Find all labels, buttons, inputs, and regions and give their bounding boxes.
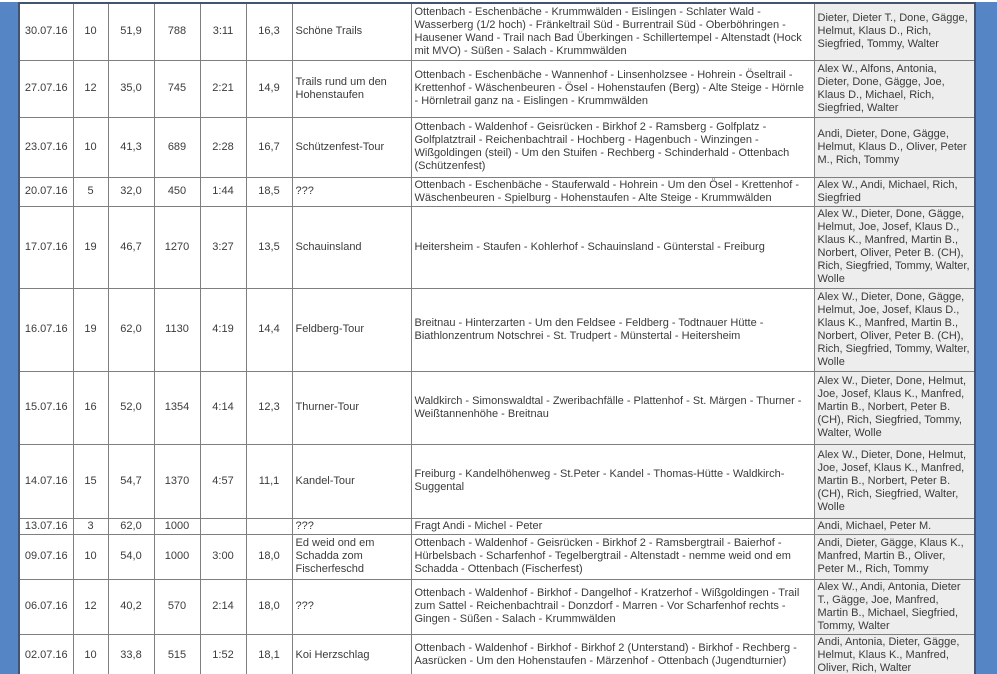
cell-date: 30.07.16 xyxy=(19,3,73,60)
cell-participants: Alex W., Dieter, Done, Helmut, Joe, Josef, Klaus K., Manfred, Martin B., Norbert, Peter B. (CH), Rich, Siegfried, Walter, Wolle xyxy=(814,444,975,518)
cell-duration: 3:27 xyxy=(200,206,246,288)
cell-avg-speed: 14,9 xyxy=(246,60,292,117)
table-row xyxy=(19,60,975,117)
cell-participants: Alex W., Alfons, Antonia, Dieter, Done, Gägge, Joe, Klaus D., Michael, Rich, Siegfried, Walter xyxy=(814,60,975,117)
cell-date: 06.07.16 xyxy=(19,579,73,634)
cell-avg-speed xyxy=(246,518,292,534)
cell-duration: 4:14 xyxy=(200,371,246,444)
cell-distance-km: 35,0 xyxy=(108,60,154,117)
cell-avg-speed: 18,5 xyxy=(246,177,292,206)
cell-riders: 10 xyxy=(73,3,108,60)
cell-tour-name: ??? xyxy=(292,177,411,206)
cell-route: Ottenbach - Waldenhof - Geisrücken - Birkhof 2 - Ramsberg - Golfplatz - Golfplatztrail - Reichenbachtrail - Hochberg - Hagenbuch - Winzingen - Wißgoldingen (steil) - Um den Stuifen - Rechberg - Schinderhald - Ottenbach (Schützenfest) xyxy=(411,117,814,177)
cell-participants: Alex W., Dieter, Done, Gägge, Helmut, Joe, Josef, Klaus D., Klaus K., Manfred, Martin B., Norbert, Oliver, Peter B. (CH), Rich, Siegfried, Tommy, Walter, Wolle xyxy=(814,288,975,371)
cell-elevation-hm: 1000 xyxy=(154,518,200,534)
cell-elevation-hm: 745 xyxy=(154,60,200,117)
cell-elevation-hm: 788 xyxy=(154,3,200,60)
cell-participants: Andi, Michael, Peter M. xyxy=(814,518,975,534)
cell-participants: Andi, Dieter, Done, Gägge, Helmut, Klaus D., Oliver, Peter M., Rich, Tommy xyxy=(814,117,975,177)
table-row xyxy=(19,518,975,534)
cell-date: 02.07.16 xyxy=(19,634,73,674)
tour-table-body xyxy=(19,3,975,674)
cell-date: 20.07.16 xyxy=(19,177,73,206)
cell-riders: 19 xyxy=(73,206,108,288)
cell-duration: 4:57 xyxy=(200,444,246,518)
cell-duration: 2:28 xyxy=(200,117,246,177)
cell-distance-km: 33,8 xyxy=(108,634,154,674)
table-row xyxy=(19,117,975,177)
cell-avg-speed: 18,1 xyxy=(246,634,292,674)
cell-route: Fragt Andi - Michel - Peter xyxy=(411,518,814,534)
cell-riders: 3 xyxy=(73,518,108,534)
cell-date: 09.07.16 xyxy=(19,534,73,579)
cell-riders: 12 xyxy=(73,579,108,634)
cell-duration: 2:21 xyxy=(200,60,246,117)
cell-avg-speed: 18,0 xyxy=(246,534,292,579)
cell-riders: 10 xyxy=(73,634,108,674)
cell-duration: 1:44 xyxy=(200,177,246,206)
table-row xyxy=(19,177,975,206)
cell-participants: Dieter, Dieter T., Done, Gägge, Helmut, Klaus D., Rich, Siegfried, Tommy, Walter xyxy=(814,3,975,60)
cell-participants: Andi, Dieter, Gägge, Klaus K., Manfred, Martin B., Oliver, Peter M., Rich, Tommy xyxy=(814,534,975,579)
cell-riders: 19 xyxy=(73,288,108,371)
cell-distance-km: 52,0 xyxy=(108,371,154,444)
cell-route: Freiburg - Kandelhöhenweg - St.Peter - Kandel - Thomas-Hütte - Waldkirch-Suggental xyxy=(411,444,814,518)
cell-participants: Alex W., Andi, Antonia, Dieter T., Gägge, Joe, Manfred, Martin B., Michael, Siegfried, Tommy, Walter xyxy=(814,579,975,634)
cell-tour-name: Koi Herzschlag xyxy=(292,634,411,674)
cell-avg-speed: 11,1 xyxy=(246,444,292,518)
cell-tour-name: Schöne Trails xyxy=(292,3,411,60)
cell-riders: 10 xyxy=(73,534,108,579)
cell-tour-name: Feldberg-Tour xyxy=(292,288,411,371)
cell-tour-name: ??? xyxy=(292,518,411,534)
cell-duration xyxy=(200,518,246,534)
cell-distance-km: 62,0 xyxy=(108,288,154,371)
cell-date: 16.07.16 xyxy=(19,288,73,371)
cell-distance-km: 51,9 xyxy=(108,3,154,60)
cell-distance-km: 62,0 xyxy=(108,518,154,534)
cell-tour-name: Kandel-Tour xyxy=(292,444,411,518)
cell-duration: 3:11 xyxy=(200,3,246,60)
cell-elevation-hm: 689 xyxy=(154,117,200,177)
cell-elevation-hm: 450 xyxy=(154,177,200,206)
cell-avg-speed: 14,4 xyxy=(246,288,292,371)
cell-riders: 10 xyxy=(73,117,108,177)
table-row xyxy=(19,634,975,674)
cell-riders: 12 xyxy=(73,60,108,117)
cell-date: 14.07.16 xyxy=(19,444,73,518)
cell-avg-speed: 16,3 xyxy=(246,3,292,60)
table-row xyxy=(19,444,975,518)
cell-distance-km: 46,7 xyxy=(108,206,154,288)
cell-distance-km: 54,7 xyxy=(108,444,154,518)
cell-riders: 16 xyxy=(73,371,108,444)
cell-tour-name: Trails rund um den Hohenstaufen xyxy=(292,60,411,117)
cell-elevation-hm: 570 xyxy=(154,579,200,634)
cell-date: 17.07.16 xyxy=(19,206,73,288)
cell-distance-km: 41,3 xyxy=(108,117,154,177)
table-row xyxy=(19,206,975,288)
cell-duration: 3:00 xyxy=(200,534,246,579)
cell-avg-speed: 12,3 xyxy=(246,371,292,444)
cell-date: 27.07.16 xyxy=(19,60,73,117)
cell-route: Ottenbach - Waldenhof - Birkhof - Birkhof 2 (Unterstand) - Birkhof - Rechberg - Aasrücken - Um den Hohenstaufen - Märzenhof - Ottenbach (Jugendturnier) xyxy=(411,634,814,674)
cell-riders: 15 xyxy=(73,444,108,518)
cell-participants: Andi, Antonia, Dieter, Gägge, Helmut, Klaus K., Manfred, Oliver, Rich, Walter xyxy=(814,634,975,674)
cell-elevation-hm: 1000 xyxy=(154,534,200,579)
cell-elevation-hm: 1270 xyxy=(154,206,200,288)
cell-duration: 4:19 xyxy=(200,288,246,371)
cell-date: 23.07.16 xyxy=(19,117,73,177)
cell-distance-km: 40,2 xyxy=(108,579,154,634)
cell-distance-km: 32,0 xyxy=(108,177,154,206)
cell-tour-name: ??? xyxy=(292,579,411,634)
cell-participants: Alex W., Dieter, Done, Helmut, Joe, Josef, Klaus K., Manfred, Martin B., Norbert, Peter B. (CH), Rich, Siegfried, Tommy, Walter, Wolle xyxy=(814,371,975,444)
cell-date: 13.07.16 xyxy=(19,518,73,534)
cell-tour-name: Ed weid ond em Schadda zom Fischerfeschd xyxy=(292,534,411,579)
cell-avg-speed: 18,0 xyxy=(246,579,292,634)
cell-duration: 1:52 xyxy=(200,634,246,674)
cell-date: 15.07.16 xyxy=(19,371,73,444)
table-row xyxy=(19,534,975,579)
cell-route: Heitersheim - Staufen - Kohlerhof - Schauinsland - Günterstal - Freiburg xyxy=(411,206,814,288)
table-row xyxy=(19,3,975,60)
cell-elevation-hm: 1130 xyxy=(154,288,200,371)
cell-elevation-hm: 1354 xyxy=(154,371,200,444)
cell-route: Ottenbach - Waldenhof - Geisrücken - Birkhof 2 - Ramsbergtrail - Baierhof - Hürbelsbach - Scharfenhof - Tegelbergtrail - Altenstadt - nemme weid ond em Schadda - Ottenbach (Fischerfest) xyxy=(411,534,814,579)
cell-route: Breitnau - Hinterzarten - Um den Feldsee - Feldberg - Todtnauer Hütte - Biathlonzentrum Notschrei - St. Trudpert - Münstertal - Heitersheim xyxy=(411,288,814,371)
cell-route: Ottenbach - Eschenbäche - Stauferwald - Hohrein - Um den Ösel - Krettenhof - Wäschenbeuren - Spielburg - Hohenstaufen - Alte Steige - Krummwälden xyxy=(411,177,814,206)
cell-avg-speed: 13,5 xyxy=(246,206,292,288)
cell-participants: Alex W., Andi, Michael, Rich, Siegfried xyxy=(814,177,975,206)
table-row xyxy=(19,579,975,634)
cell-duration: 2:14 xyxy=(200,579,246,634)
cell-riders: 5 xyxy=(73,177,108,206)
cell-tour-name: Schauinsland xyxy=(292,206,411,288)
cell-elevation-hm: 1370 xyxy=(154,444,200,518)
cell-route: Ottenbach - Eschenbäche - Krummwälden - Eislingen - Schlater Wald - Wasserberg (1/2 hoch) - Fränkeltrail Süd - Burrentrail Süd - Oberböhringen - Hausener Wand - Trail nach Bad Überkingen - Schillertempel - Altenstadt (Hock mit MVO) - Süßen - Salach - Krummwälden xyxy=(411,3,814,60)
table-row xyxy=(19,288,975,371)
cell-elevation-hm: 515 xyxy=(154,634,200,674)
cell-route: Ottenbach - Eschenbäche - Wannenhof - Linsenholzsee - Hohrein - Öseltrail - Krettenhof - Wäschenbeuren - Ösel - Hohenstaufen (Berg) - Alte Steige - Hörnle - Hörnletrail ganz na - Eislingen - Krummwälden xyxy=(411,60,814,117)
cell-participants: Alex W., Dieter, Done, Gägge, Helmut, Joe, Josef, Klaus D., Klaus K., Manfred, Martin B., Norbert, Oliver, Peter B. (CH), Rich, Siegfried, Tommy, Walter, Wolle xyxy=(814,206,975,288)
cell-route: Waldkirch - Simonswaldtal - Zweribachfälle - Plattenhof - St. Märgen - Thurner - Weißtannenhöhe - Breitnau xyxy=(411,371,814,444)
cell-tour-name: Schützenfest-Tour xyxy=(292,117,411,177)
cell-distance-km: 54,0 xyxy=(108,534,154,579)
cell-tour-name: Thurner-Tour xyxy=(292,371,411,444)
table-row xyxy=(19,371,975,444)
tour-log-table xyxy=(18,2,976,674)
cell-route: Ottenbach - Waldenhof - Birkhof - Dangelhof - Kratzerhof - Wißgoldingen - Trail zum Sattel - Reichenbachtrail - Donzdorf - Marren - Vor Scharfenhof rechts - Gingen - Süßen - Salach - Krummwälden xyxy=(411,579,814,634)
cell-avg-speed: 16,7 xyxy=(246,117,292,177)
